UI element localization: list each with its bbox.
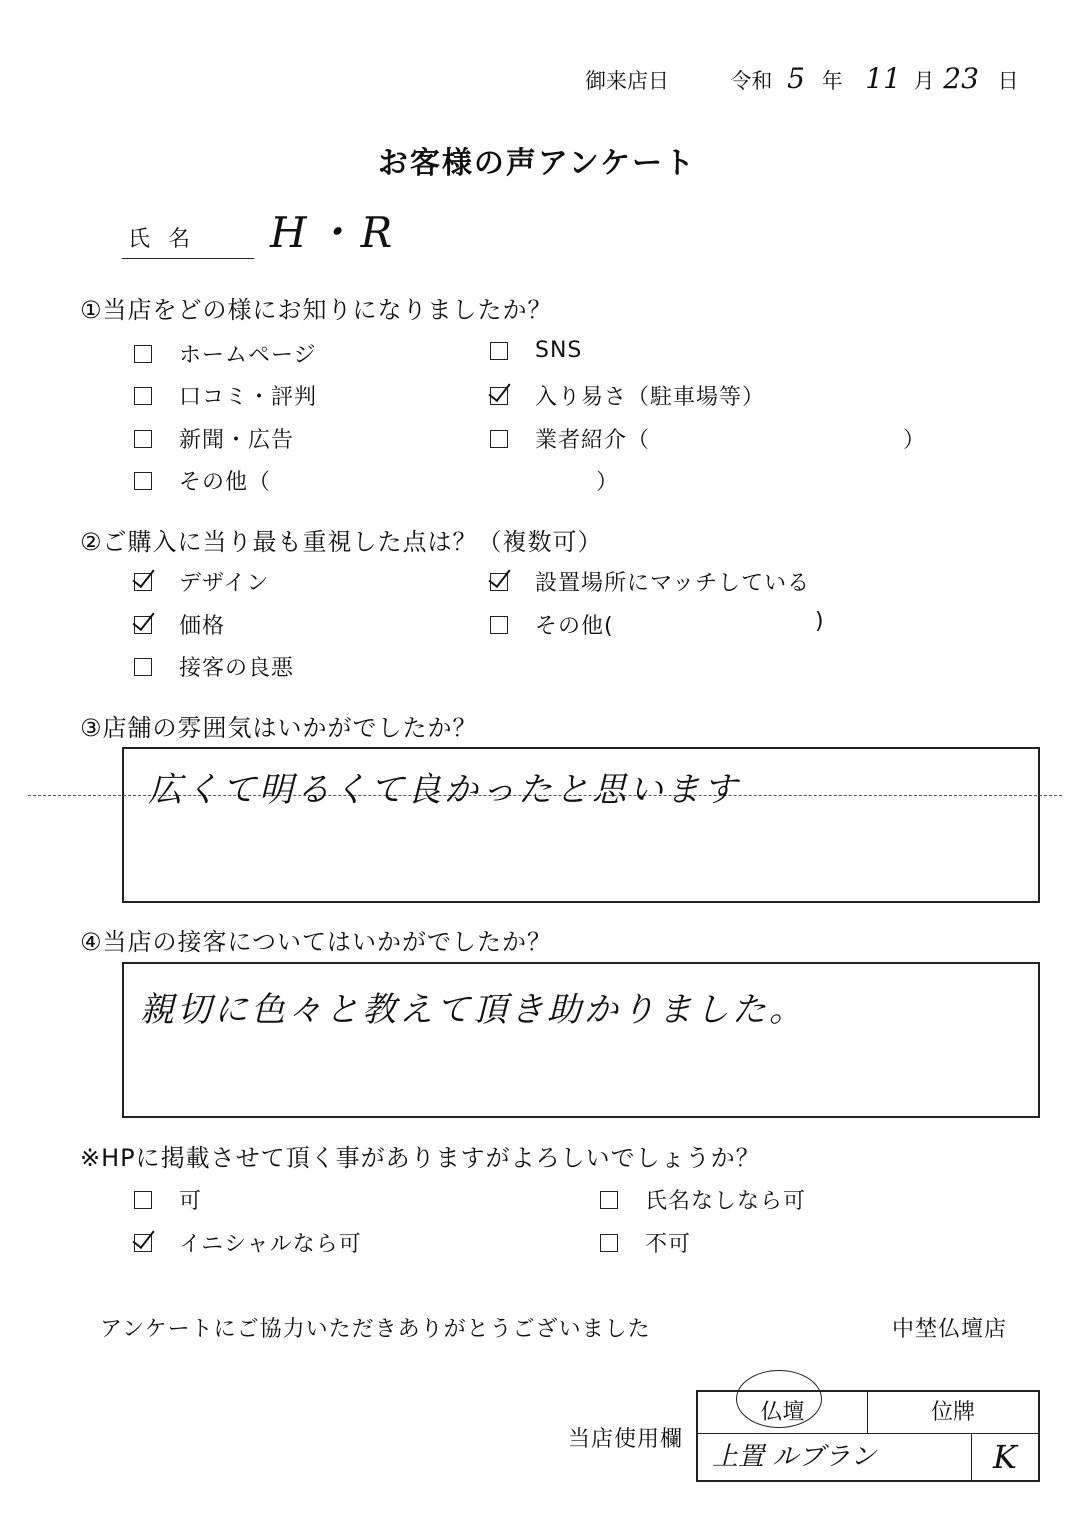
q4-answer: 親切に色々と教えて頂き助かりました。 — [140, 990, 806, 1030]
q1-option-other[interactable]: その他（ — [134, 465, 271, 496]
visit-date — [585, 62, 1019, 95]
q3-question: ③店舗の雰囲気はいかがでしたか？ — [80, 714, 478, 742]
staff-col1-value: 上置 ルブラン — [698, 1434, 972, 1480]
month-unit: 月 — [913, 69, 935, 93]
page-title: お客様の声アンケート — [377, 146, 697, 181]
staff-col2-value: K — [993, 1438, 1017, 1476]
name-label: 氏名 — [128, 227, 209, 252]
checkbox[interactable] — [600, 1191, 618, 1209]
checkbox[interactable] — [600, 1234, 618, 1252]
checkbox-checked[interactable] — [134, 573, 152, 591]
checkbox[interactable] — [134, 472, 152, 490]
checkbox-checked[interactable] — [490, 573, 508, 591]
q1-option-newspaper[interactable]: 新聞・広告 — [134, 423, 294, 454]
checkbox[interactable] — [490, 430, 508, 448]
checkbox-checked[interactable] — [490, 387, 508, 405]
q2-option-price[interactable]: 価格 — [134, 609, 225, 640]
checkbox-checked[interactable] — [134, 1234, 152, 1252]
q4-question: ④当店の接客についてはいかがでしたか？ — [80, 928, 553, 956]
q5-option-not-ok[interactable]: 不可 — [600, 1227, 691, 1258]
era-label: 令和 — [730, 69, 773, 93]
visit-date-label: 御来店日 — [585, 69, 669, 93]
shop-name: 中埜仏壇店 — [892, 1317, 1008, 1342]
checkbox[interactable] — [134, 345, 152, 363]
q1-option-homepage[interactable]: ホームページ — [134, 338, 317, 369]
checkbox[interactable] — [134, 387, 152, 405]
q3-answer: 広くて明るくて良かったと思います — [148, 770, 740, 810]
name-underline — [122, 258, 254, 259]
checkbox-checked[interactable] — [134, 616, 152, 634]
q1-option-sns[interactable]: SNS — [490, 338, 582, 363]
checkbox[interactable] — [134, 430, 152, 448]
q5-option-ok-without-name[interactable]: 氏名なしなら可 — [600, 1184, 806, 1215]
year-value: 5 — [787, 62, 805, 95]
checkbox[interactable] — [134, 658, 152, 676]
day-unit: 日 — [997, 69, 1019, 93]
q2-option-placement-match[interactable]: 設置場所にマッチしている — [490, 566, 810, 597]
q1-referral-close: ） — [903, 428, 927, 453]
staff-col1-header: 仏壇 — [698, 1392, 868, 1434]
checkbox[interactable] — [490, 616, 508, 634]
circle-mark — [736, 1370, 822, 1428]
q1-question: ①当店をどの様にお知りになりましたか？ — [80, 296, 553, 324]
q2-option-design[interactable]: デザイン — [134, 566, 269, 597]
q1-option-easy-access[interactable]: 入り易さ（駐車場等） — [490, 380, 765, 411]
q5-option-ok[interactable]: 可 — [134, 1184, 202, 1215]
day-value: 23 — [943, 62, 979, 95]
checkbox[interactable] — [134, 1191, 152, 1209]
q2-option-other[interactable]: その他( — [490, 609, 614, 640]
month-value: 11 — [865, 62, 901, 95]
q1-option-word-of-mouth[interactable]: 口コミ・評判 — [134, 380, 317, 411]
q1-option-referral[interactable]: 業者紹介（ — [490, 423, 650, 454]
staff-col2-header: 位牌 — [868, 1392, 1038, 1434]
q5-option-ok-with-initials[interactable]: イニシャルなら可 — [134, 1227, 362, 1258]
thanks-message: アンケートにご協力いただきありがとうございました — [100, 1317, 651, 1342]
q2-other-close: ) — [815, 609, 825, 634]
q2-option-service-quality[interactable]: 接客の良悪 — [134, 651, 294, 682]
staff-use-label: 当店使用欄 — [568, 1427, 684, 1452]
name-value: H・R — [270, 208, 399, 257]
q1-other-close: ） — [596, 470, 620, 495]
year-unit: 年 — [821, 69, 843, 93]
checkbox[interactable] — [490, 342, 508, 360]
q5-question: ※HPに掲載させて頂く事がありますがよろしいでしょうか？ — [80, 1144, 761, 1172]
q2-question: ②ご購入に当り最も重視した点は？（複数可） — [80, 528, 603, 556]
